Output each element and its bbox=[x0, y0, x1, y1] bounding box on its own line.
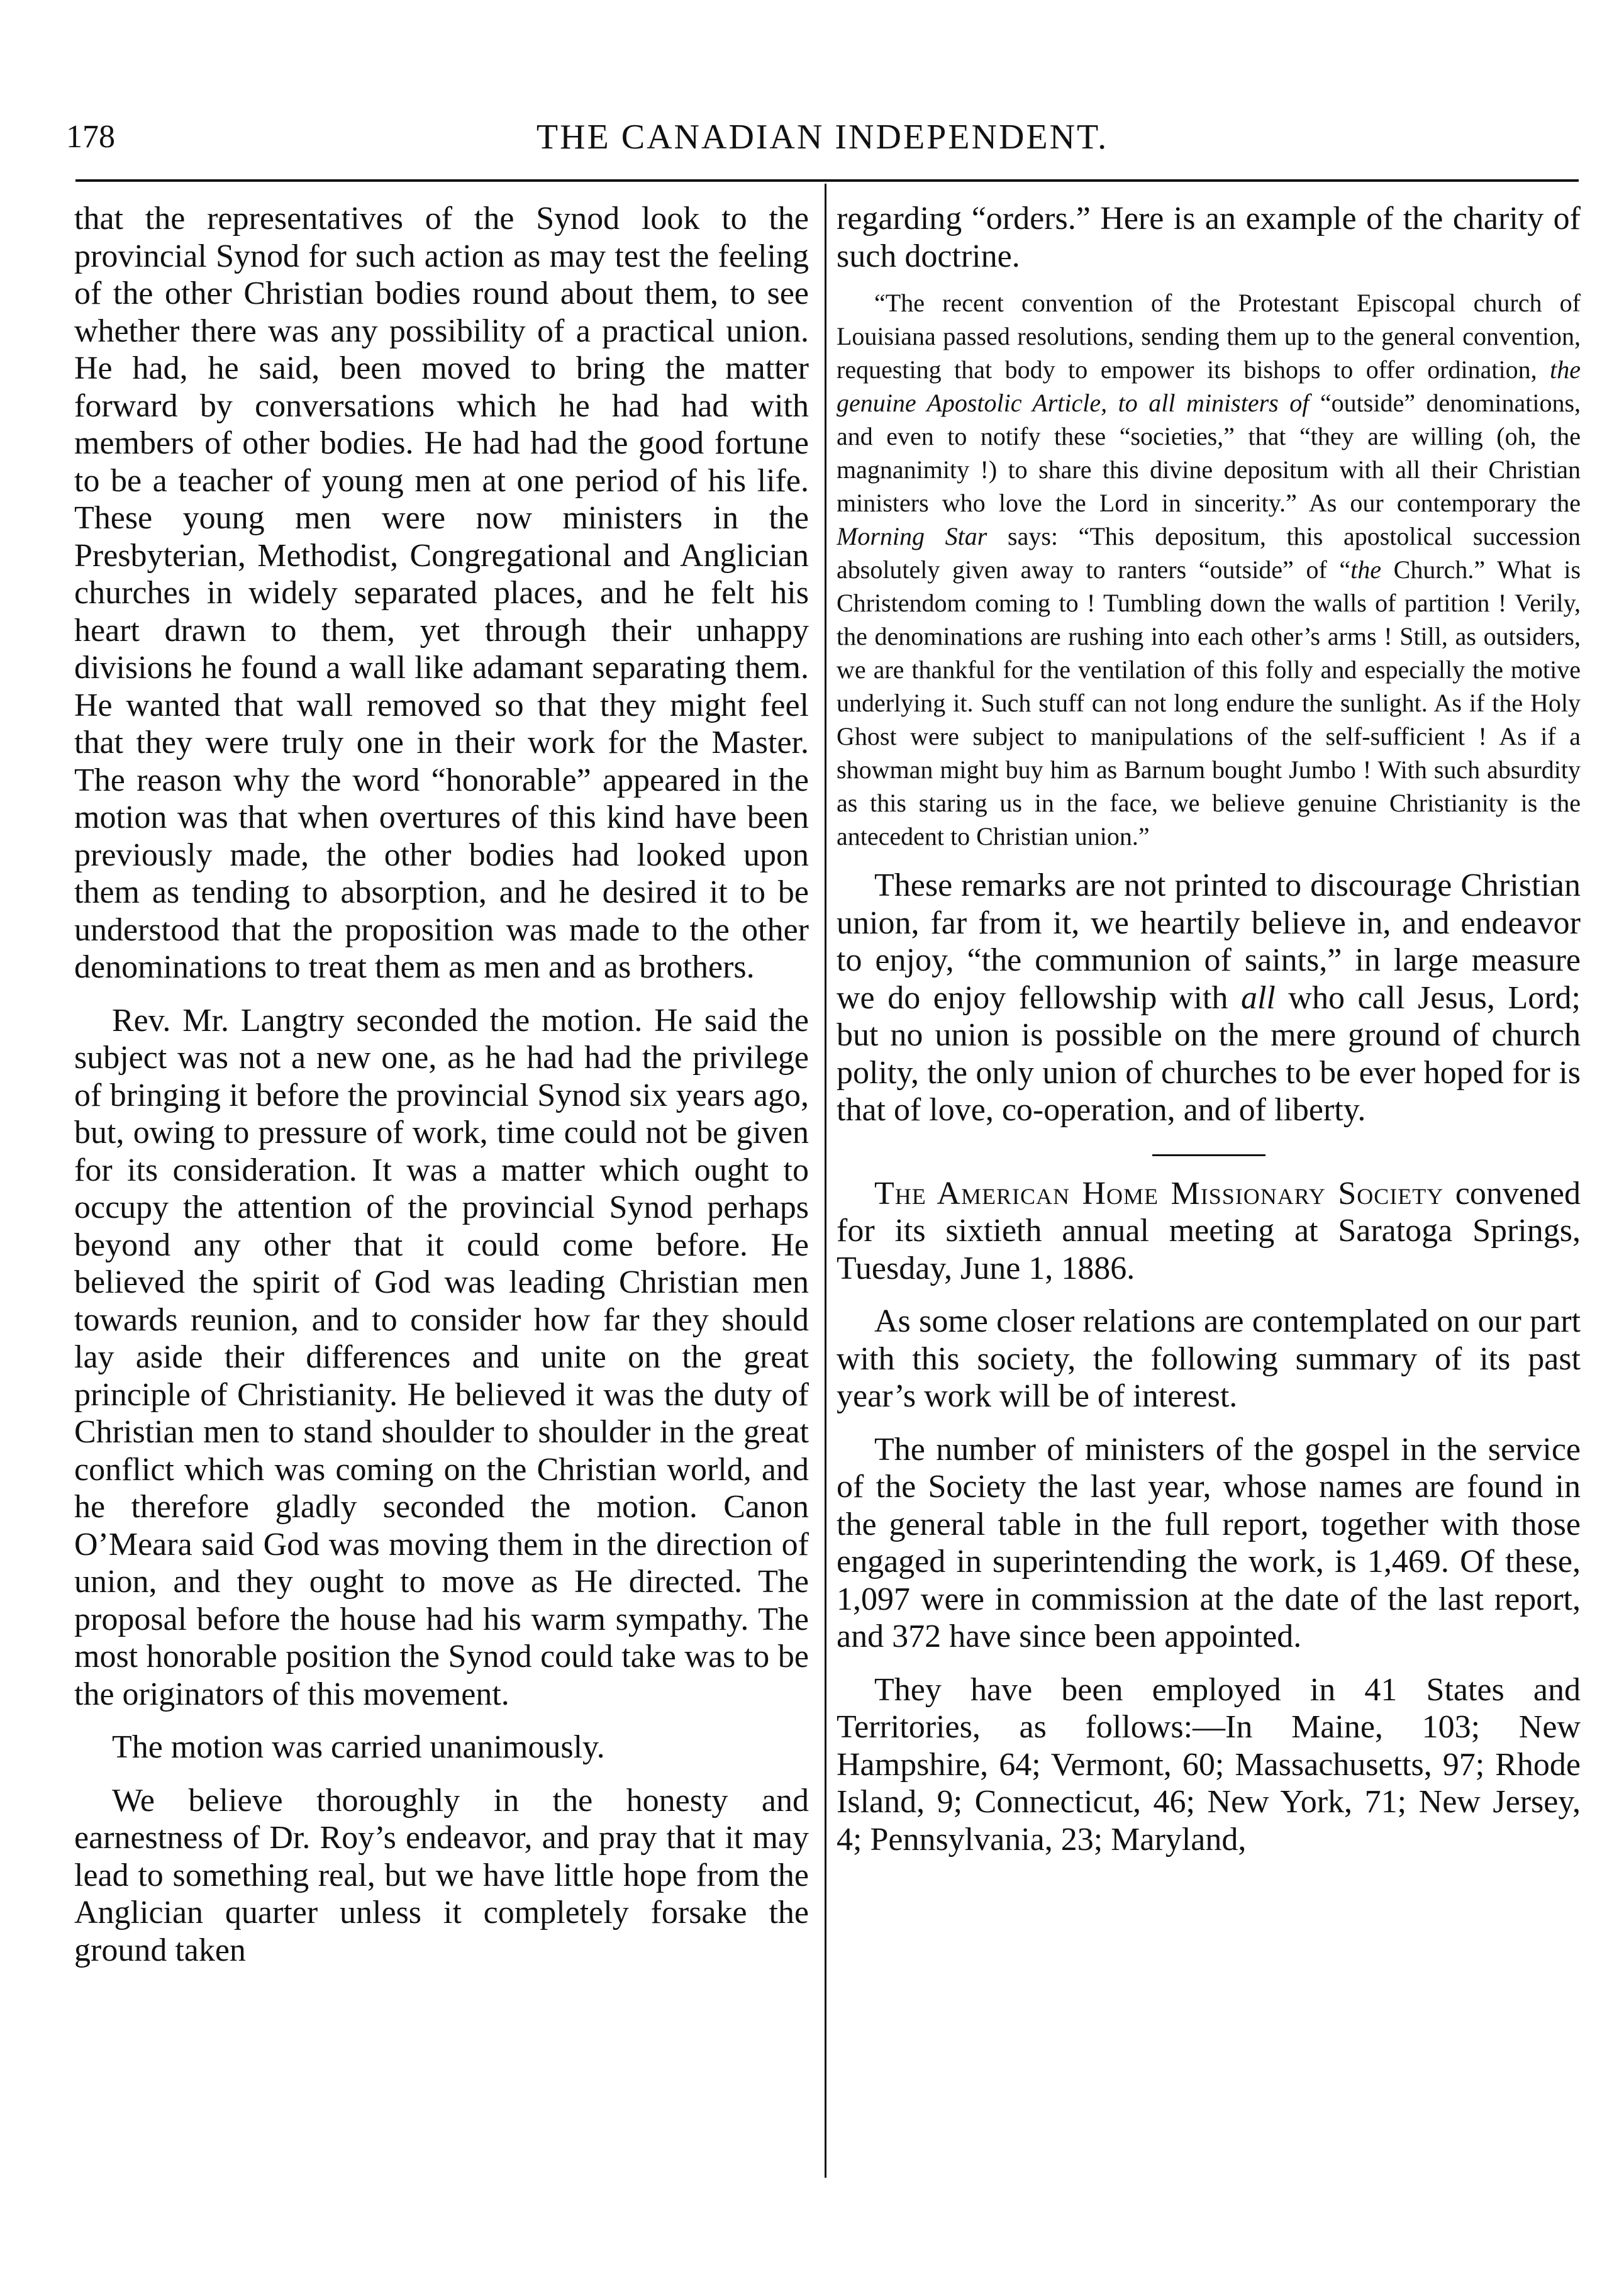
right-paragraph-2-b: who call Jesus, Lord; but no union is possible on the mere ground of church polity, the only union of churches to be ever hoped for is that of love, co-operation, and of liberty. bbox=[837, 979, 1581, 1128]
page-header bbox=[66, 112, 1579, 162]
quote-segment-4: Church.” What is Christendom coming to ! Tumbling down the walls of partition ! Verily, the denominations are rushing into each other’s arms ! Still, as outsiders, we are thankful for the ventilation of this folly and especially the motive underlying it. Such stuff can not long endure the sunlight. As if the Holy Ghost were subject to manipulations of the self-sufficient ! As if a showman might buy him as Barnum bought Jumbo ! With such absurdity as this staring us in the face, we believe genuine Christianity is the antecedent to Christian union.” bbox=[837, 555, 1581, 850]
section-divider bbox=[1152, 1154, 1265, 1156]
quote-italic-3: the bbox=[1350, 555, 1382, 584]
right-paragraph-3 bbox=[837, 1175, 1581, 1288]
quote-italic-1: the genuine Apostolic Article, to all ministers of bbox=[837, 355, 1581, 417]
right-paragraph-1: regarding “orders.” Here is an example of the charity of such doctrine. bbox=[837, 201, 1581, 274]
page-number: 178 bbox=[66, 119, 115, 155]
left-paragraph-4: We believe thoroughly in the honesty and earnestness of Dr. Roy’s endeavor, and pray that it may lead to something real, but we have little hope from the Anglician quarter unless it completely forsake the ground taken bbox=[74, 1782, 809, 1968]
column-divider bbox=[825, 184, 826, 2178]
right-paragraph-6: They have been employed in 41 States and Territories, as follows:—In Maine, 103; New Hampshire, 64; Vermont, 60; Massachusetts, 97; Rhode Island, 9; Connecticut, 46; New York, 71; New Jersey, 4; Pennsylvania, 23; Maryland, bbox=[837, 1671, 1581, 1858]
right-paragraph-2-italic: all bbox=[1240, 979, 1276, 1016]
quote-segment-2: “outside” denominations, and even to notify these “societies,” that “they are willing (oh, the magnanimity !) to share this divine depositum with all their Christian ministers who love the Lord in sincerity.” As our contemporary the bbox=[837, 389, 1581, 517]
quoted-passage bbox=[837, 286, 1581, 853]
quote-segment-3: says: “This depositum, this apostolical succession absolutely given away to ranters “outside” of “ bbox=[837, 522, 1581, 584]
right-paragraph-2-a: These remarks are not printed to discourage Christian union, far from it, we heartily believe in, and endeavor to enjoy, “the communion of saints,” in large measure we do enjoy fellowship with bbox=[837, 867, 1581, 1016]
quote-text bbox=[837, 286, 1581, 853]
left-column bbox=[74, 200, 809, 2188]
right-paragraph-4: As some closer relations are contemplated on our part with this society, the following summary of its past year’s work will be of interest. bbox=[837, 1303, 1581, 1414]
society-intro: convened for its sixtieth annual meeting at Saratoga Springs, Tuesday, June 1, 1886. bbox=[837, 1175, 1581, 1286]
quote-italic-2: Morning Star bbox=[837, 522, 987, 550]
journal-title: THE CANADIAN INDEPENDENT. bbox=[536, 118, 1109, 157]
right-paragraph-5: The number of ministers of the gospel in the service of the Society the last year, whose names are found in the general table in the full report, together with those engaged in superintending the work, is 1,469. Of these, 1,097 were in commission at the date of the last report, and 372 have since been appointed. bbox=[837, 1431, 1581, 1654]
header-rule bbox=[75, 179, 1579, 182]
right-paragraph-2 bbox=[837, 867, 1581, 1129]
left-paragraph-1: that the representatives of the Synod look to the provincial Synod for such action as may test the feeling of the other Christian bodies round about them, to see whether there was any possibility of a practical union. He had, he said, been moved to bring the matter forward by conversations which he had had with members of other bodies. He had had the good fortune to be a teacher of young men at one period of his life. These young men were now ministers in the Presbyterian, Methodist, Congregational and Anglician churches in widely separated places, and he felt his heart drawn to them, yet through their unhappy divisions he found a wall like adamant separating them. He wanted that wall removed so that they might feel that they were truly one in their work for the Master. The reason why the word “honorable” appeared in the motion was that when overtures of this kind have been previously made, the other bodies had looked upon them as tending to absorption, and he desired it to be understood that the proposition was made to the other denominations to treat them as men and as brothers. bbox=[74, 201, 809, 985]
left-paragraph-2: Rev. Mr. Langtry seconded the motion. He said the subject was not a new one, as he had had the privilege of bringing it before the provincial Synod six years ago, but, owing to pressure of work, time could not be given for its consideration. It was a matter which ought to occupy the attention of the provincial Synod perhaps beyond any other that it could come before. He believed the spirit of God was leading Christian men towards reunion, and to consider how far they should lay aside their differences and unite on the great principle of Christianity. He believed it was the duty of Christian men to stand shoulder to shoulder in the great conflict which was coming on the Christian world, and he therefore gladly seconded the motion. Canon O’Meara said God was moving them in the direction of union, and they ought to move as He directed. The proposal before the house had his warm sympathy. The most honorable position the Synod could take was to be the originators of this movement. bbox=[74, 1002, 809, 1712]
society-heading: The American Home Missionary Society bbox=[874, 1175, 1444, 1212]
left-paragraph-3: The motion was carried unanimously. bbox=[112, 1729, 605, 1765]
quote-segment-1: “The recent convention of the Protestant Episcopal church of Louisiana passed resolutions, sending them up to the general convention, requesting that body to empower its bishops to offer ordination, bbox=[837, 289, 1581, 384]
right-column bbox=[837, 200, 1581, 2188]
